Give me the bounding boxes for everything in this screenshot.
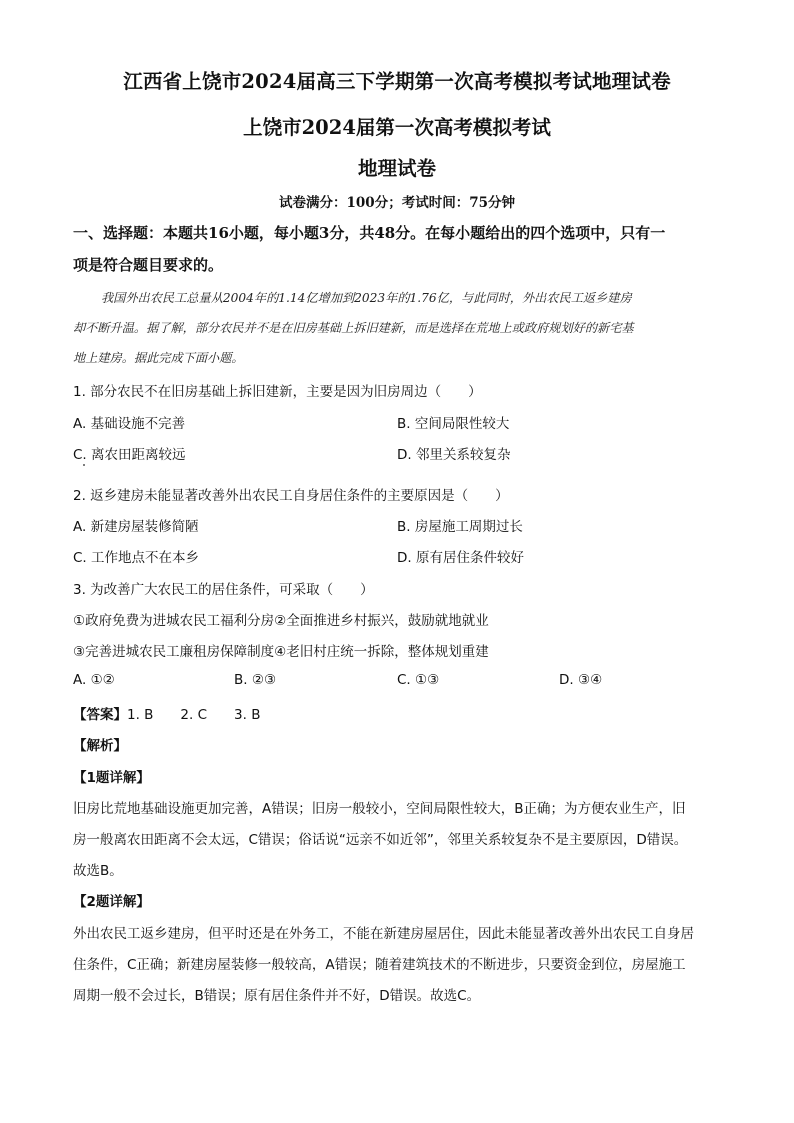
question-2-stem: 2. 返乡建房未能显著改善外出农民工自身居住条件的主要原因是（ ） (73, 488, 509, 504)
section-heading-line2: 项是符合题目要求的。 (73, 256, 224, 274)
question-3-option-c: C. ①③ (397, 672, 440, 688)
question-2-option-a: A. 新建房屋装修简陋 (73, 519, 199, 535)
question-1-stem: 1. 部分农民不在旧房基础上拆旧建新，主要是因为旧房周边（ ） (73, 384, 482, 400)
question-1-option-d: D. 邻里关系较复杂 (397, 447, 511, 463)
q2-detail-line2: 住条件，C正确；新建房屋装修一般较高，A错误；随着建筑技术的不断进步，只要资金到位，房屋施工 (73, 957, 686, 973)
question-3-option-a: A. ①② (73, 672, 115, 688)
question-3-option-b: B. ②③ (234, 672, 277, 688)
question-3-statements-line2: ③完善进城农民工廉租房保障制度④老旧村庄统一拆除，整体规划重建 (73, 644, 489, 660)
analysis-tag: 【解析】 (73, 738, 127, 754)
question-3-statements-line1: ①政府免费为进城农民工福利分房②全面推进乡村振兴，鼓励就地就业 (73, 613, 489, 629)
q1-detail-line2: 房一般离农田距离不会太远，C错误；俗话说“远亲不如近邻”，邻里关系较复杂不是主要原因，D错误。 (73, 832, 688, 848)
question-3-option-d: D. ③④ (559, 672, 603, 688)
q2-detail-line3: 周期一般不会过长，B错误；原有居住条件并不好，D错误。故选C。 (73, 988, 481, 1004)
passage-line3: 地上建房。据此完成下面小题。 (73, 351, 244, 365)
question-2-option-c: C. 工作地点不在本乡 (73, 550, 200, 566)
q2-detail-line1: 外出农民工返乡建房，但平时还是在外务工，不能在新建房屋居住，因此未能显著改善外出农民工自身居 (73, 926, 694, 942)
exam-meta: 试卷满分：100分；考试时间：75分钟 (279, 195, 515, 211)
passage-line2: 却不断升温。据了解，部分农民并不是在旧房基础上拆旧建新，而是选择在荒地上或政府规划好的新宅基 (73, 321, 634, 335)
subject-title: 地理试卷 (357, 157, 436, 180)
exam-name: 上饶市2024届第一次高考模拟考试 (243, 116, 551, 139)
document-title: 江西省上饶市2024届高三下学期第一次高考模拟考试地理试卷 (123, 70, 671, 93)
question-1-option-a: A. 基础设施不完善 (73, 416, 186, 432)
answer-values: 1. B 2. C 3. B (127, 707, 261, 723)
answer-row (73, 703, 260, 723)
section-heading-line1: 一、选择题：本题共16小题，每小题3分，共48分。在每小题给出的四个选项中，只有一 (73, 224, 666, 242)
question-3-stem: 3. 为改善广大农民工的居住条件，可采取（ ） (73, 582, 374, 598)
speck-mark (83, 464, 85, 466)
answer-tag: 【答案】 (73, 707, 127, 723)
q1-detail-line3: 故选B。 (73, 863, 123, 879)
question-2-option-d: D. 原有居住条件较好 (397, 550, 524, 566)
question-1-option-c: C. 离农田距离较远 (73, 447, 186, 463)
passage-line1: 我国外出农民工总量从2004年的1.14亿增加到2023年的1.76亿，与此同时，外出农民工返乡建房 (101, 291, 632, 305)
question-1-option-b: B. 空间局限性较大 (397, 416, 510, 432)
question-2-option-b: B. 房屋施工周期过长 (397, 519, 523, 535)
q1-detail-tag: 【1题详解】 (73, 770, 150, 786)
q2-detail-tag: 【2题详解】 (73, 894, 150, 910)
q1-detail-line1: 旧房比荒地基础设施更加完善，A错误；旧房一般较小，空间局限性较大，B正确；为方便农业生产，旧 (73, 801, 686, 817)
